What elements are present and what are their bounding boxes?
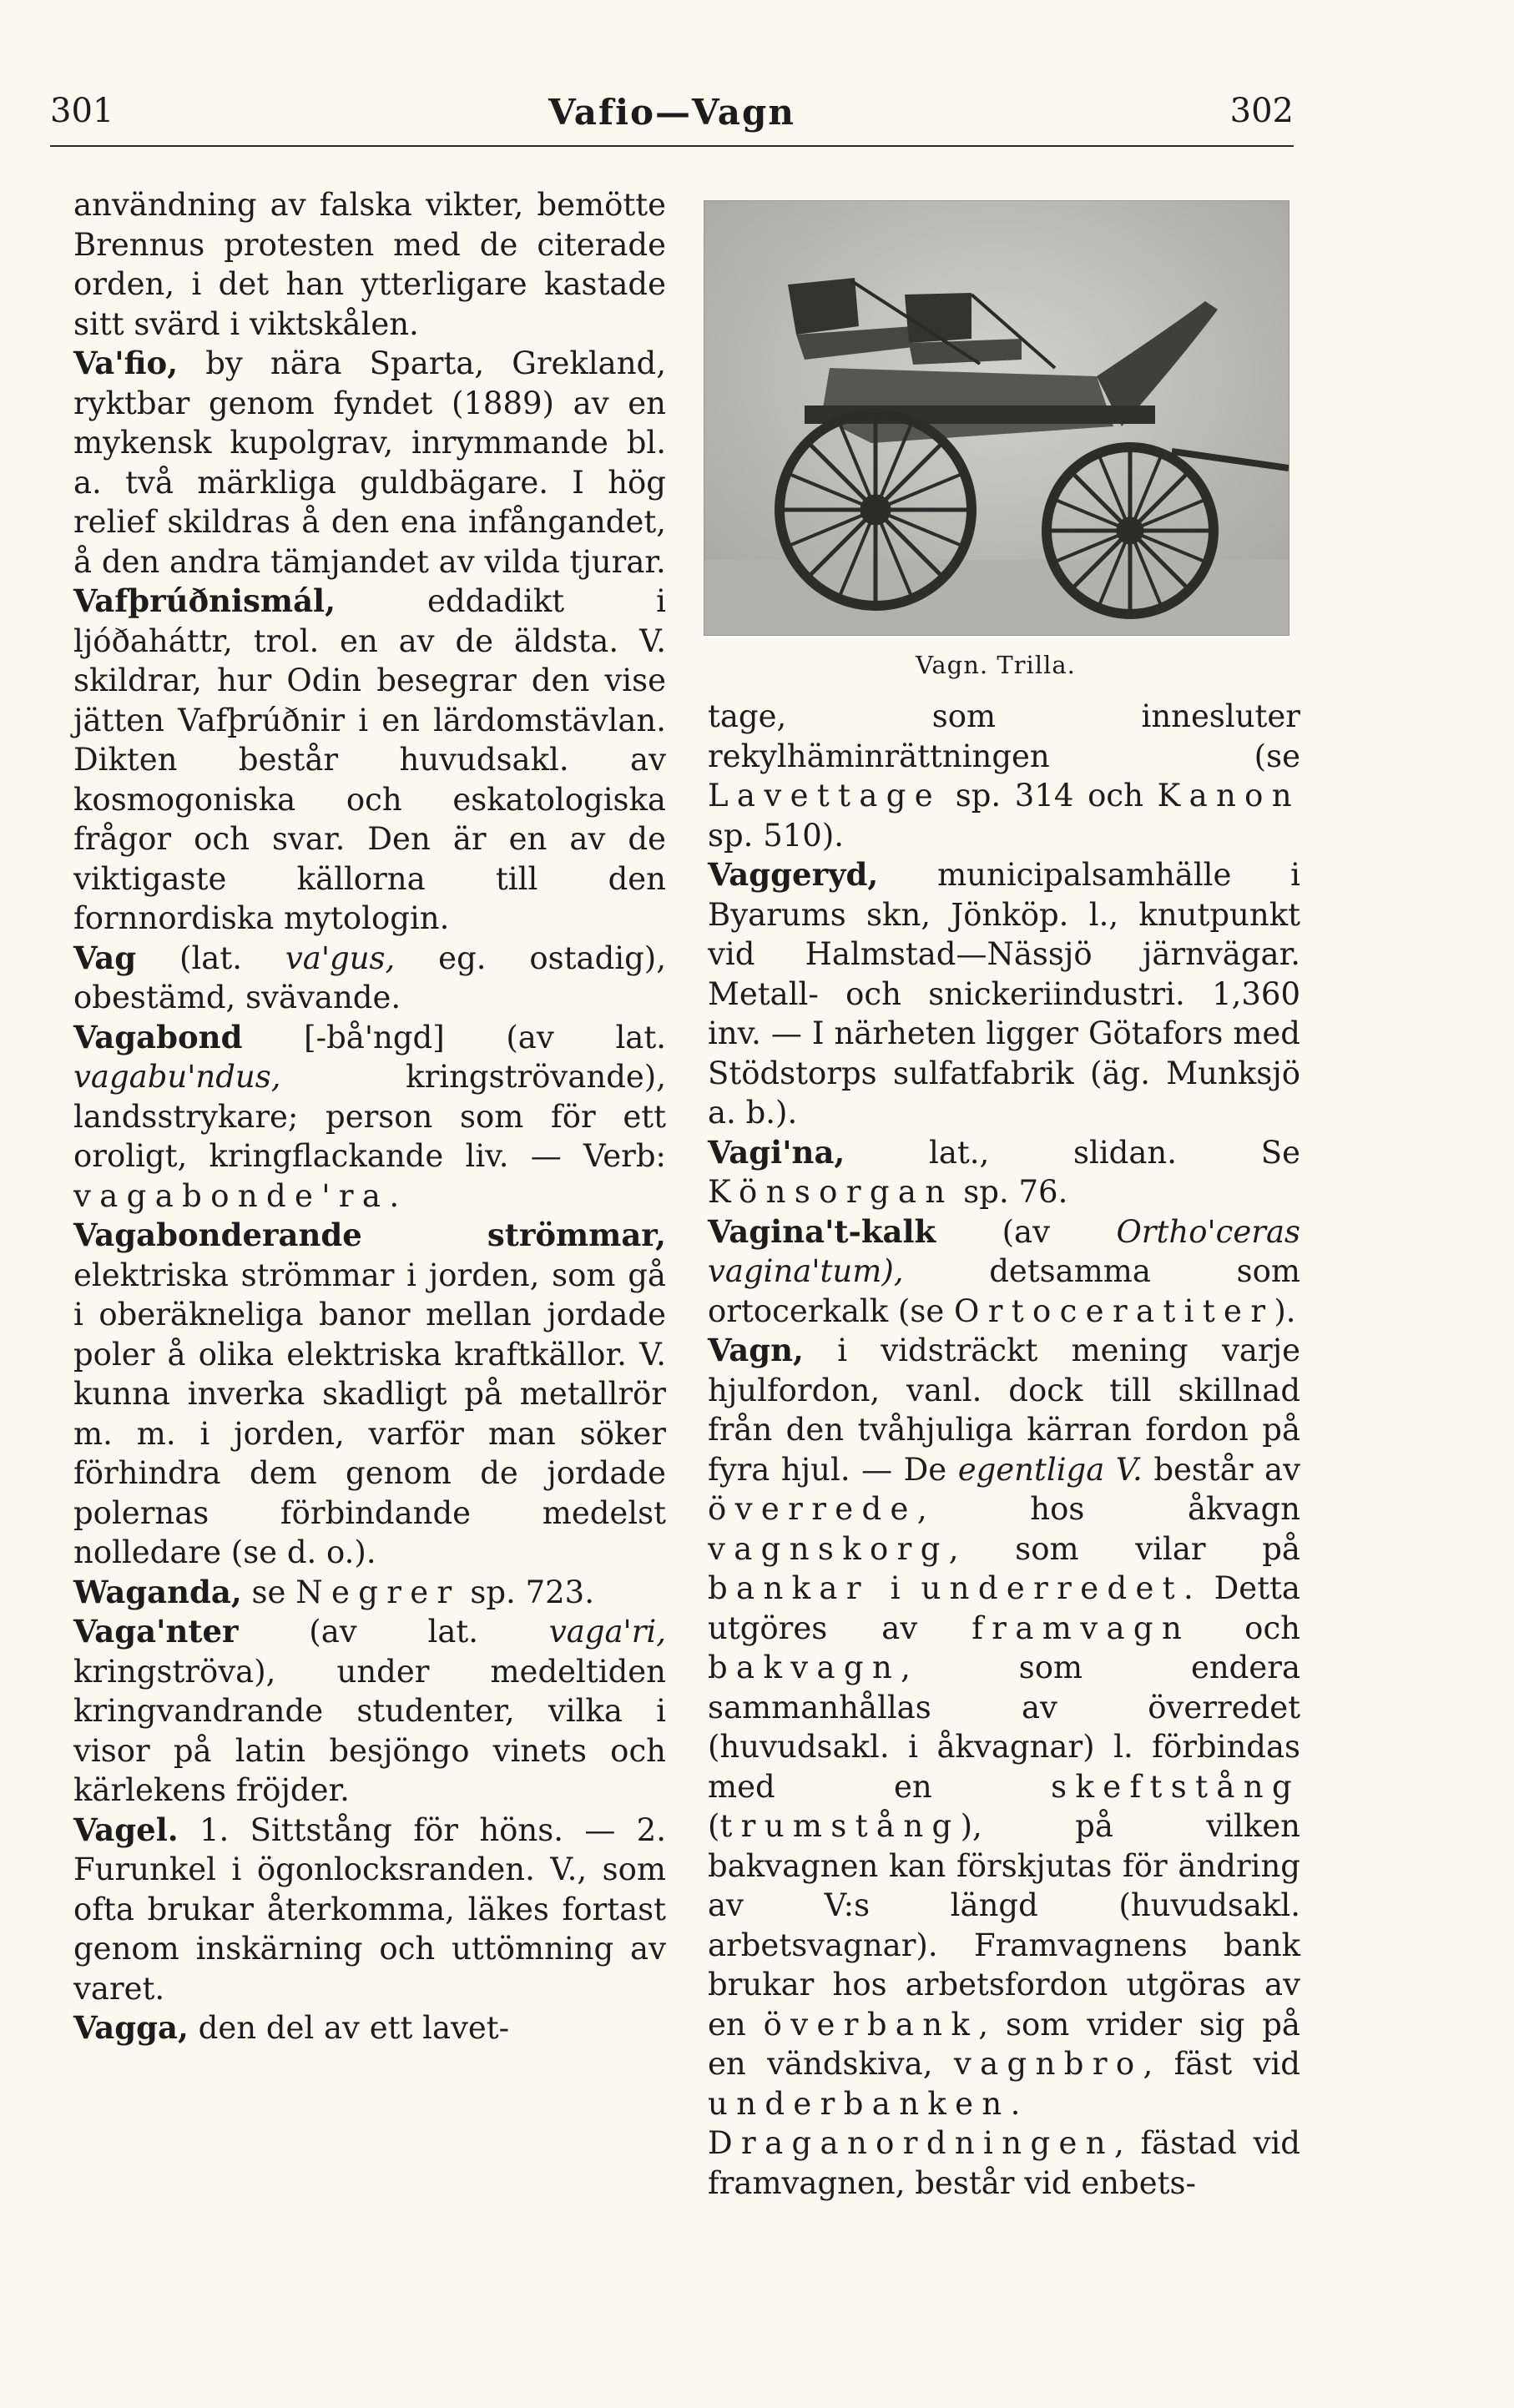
entry-vaggeryd: Vaggeryd, municipalsamhälle i Byarums skn, Jönköp. l., knutpunkt vid Halmstad—Nässjö järnvägar. Metall- och snickeriindustri. 1,360 inv. — I närheten ligger Götafors med Stödstorps sulfatfabrik (äg. Munksjö a. b.). <box>708 856 1300 1131</box>
headword: Vagina't-kalk <box>708 1212 936 1250</box>
entry-vagn: Vagn, i vidsträckt mening varje hjulfordon, vanl. dock till skillnad från den tvåhjuliga kärran fordon på fyra hjul. — De egentliga V. består av överrede, hos åkvagn vagnskorg, som vilar på bankar i underredet. Detta utgöres av framvagn och bakvagn, som endera sammanhållas av överredet (huvudsakl. i åkvagnar) l. förbindas med en skeftstång (trumstång), på vilken bakvagnen kan förskjutas för ändring av V:s längd (huvudsakl. arbetsvagnar). Framvagnens bank brukar hos arbetsfordon utgöras av en överbank, som vrider sig på en vändskiva, vagnbro, fäst vid underbanken. Draganordningen, fästad vid framvagnen, består vid enbets- <box>708 1332 1300 2201</box>
headword: Vagn, <box>708 1332 804 1368</box>
entry-vafio: Va'fio, by nära Sparta, Grekland, ryktbar genom fyndet (1889) av en mykensk kupolgrav, inrymmande bl. a. två märkliga guldbägare. I hög relief skildras å den ena infångandet, å den andra tämjandet av vilda tjurar. <box>73 345 666 580</box>
entry-vag: Vag (lat. va'gus, eg. ostadig), obestämd, svävande. <box>73 939 666 1015</box>
entry-brennus-continuation: användning av falska vikter, bemötte Brennus protesten med de citerade orden, i det han ytterligare kastade sitt svärd i viktskålen. <box>73 187 666 342</box>
cross-reference: Könsorgan <box>708 1174 954 1210</box>
entry-vagabonderande: Vagabonderande strömmar, elektriska strömmar i jorden, som gå i oberäkneliga banor mellan jordade poler å olika elektriska kraftkällor. V. kunna inverka skadligt på metallrör m. m. i jorden, varför man söker förhindra dem genom de jordade polernas förbindande medelst nolledare (se d. o.). <box>73 1217 666 1570</box>
page-number-left: 301 <box>50 92 114 130</box>
cross-reference: Lavettage <box>708 778 942 814</box>
entry-vagga-continuation: tage, som innesluter rekylhäminrättningen (se Lavettage sp. 314 och Kanon sp. 510). <box>708 698 1300 854</box>
page-header <box>50 92 1294 150</box>
entry-vaganter: Vaga'nter (av lat. vaga'ri, kringströva), under medeltiden kringvandrande studenter, vilka i visor på latin besjöngo vinets och kärlekens fröjder. <box>73 1613 666 1808</box>
cross-reference: Ortoceratiter <box>954 1292 1274 1329</box>
entry-vaginat-kalk: Vagina't-kalk (av Ortho'ceras vagina'tum), detsamma som ortocerkalk (se Ortoceratiter). <box>708 1212 1300 1329</box>
headword: Waganda, <box>73 1573 242 1610</box>
headword: Vafþrúðnismál, <box>73 582 336 619</box>
horse-carriage-icon <box>704 201 1289 635</box>
header-rule <box>50 145 1294 147</box>
figure-caption: Vagn. Trilla. <box>916 651 1076 679</box>
headword: Vagabonderande strömmar, <box>73 1217 666 1253</box>
headword: Vagabond <box>73 1018 243 1055</box>
entry-waganda: Waganda, se Negrer sp. 723. <box>73 1573 594 1610</box>
entry-vagga: Vagga, den del av ett lavet- <box>73 2009 510 2046</box>
carriage-photo <box>704 200 1289 636</box>
headword: Vagga, <box>73 2009 189 2046</box>
headword: Vagi'na, <box>708 1133 845 1171</box>
entry-vagabond: Vagabond [-bå'ngd] (av lat. vagabu'ndus, kringströvande), landsstrykare; person som för ett oroligt, kringflackande liv. — Verb: vagabonde'ra. <box>73 1018 666 1214</box>
entry-vafthrudnismal: Vafþrúðnismál, eddadikt i ljóðaháttr, trol. en av de äldsta. V. skildrar, hur Odin besegrar den vise jätten Vafþrúðnir i en lärdomstävlan. Dikten består huvudsakl. av kosmogoniska och eskatologiska frågor och svar. Den är en av de viktigaste källorna till den fornnordiska mytologin. <box>73 582 666 936</box>
headword: Vaga'nter <box>73 1613 239 1650</box>
headword: Vagel. <box>73 1811 179 1848</box>
running-title: Vafio—Vagn <box>548 92 795 133</box>
headword: Vag <box>73 939 137 976</box>
page-number-right: 302 <box>1229 92 1294 130</box>
entry-vagina: Vagi'na, lat., slidan. Se Könsorgan sp. 76. <box>708 1133 1300 1210</box>
entry-vagel: Vagel. 1. Sittstång för höns. — 2. Furunkel i ögonlocksranden. V., som ofta brukar återkomma, läkes fortast genom inskärning och uttömning av varet. <box>73 1811 666 2007</box>
left-column <box>73 185 666 2048</box>
right-column <box>708 697 1300 2203</box>
cross-reference: Negrer <box>295 1574 461 1610</box>
headword: Va'fio, <box>73 345 179 381</box>
headword: Vaggeryd, <box>708 856 879 893</box>
cross-reference: Kanon <box>1157 778 1300 814</box>
